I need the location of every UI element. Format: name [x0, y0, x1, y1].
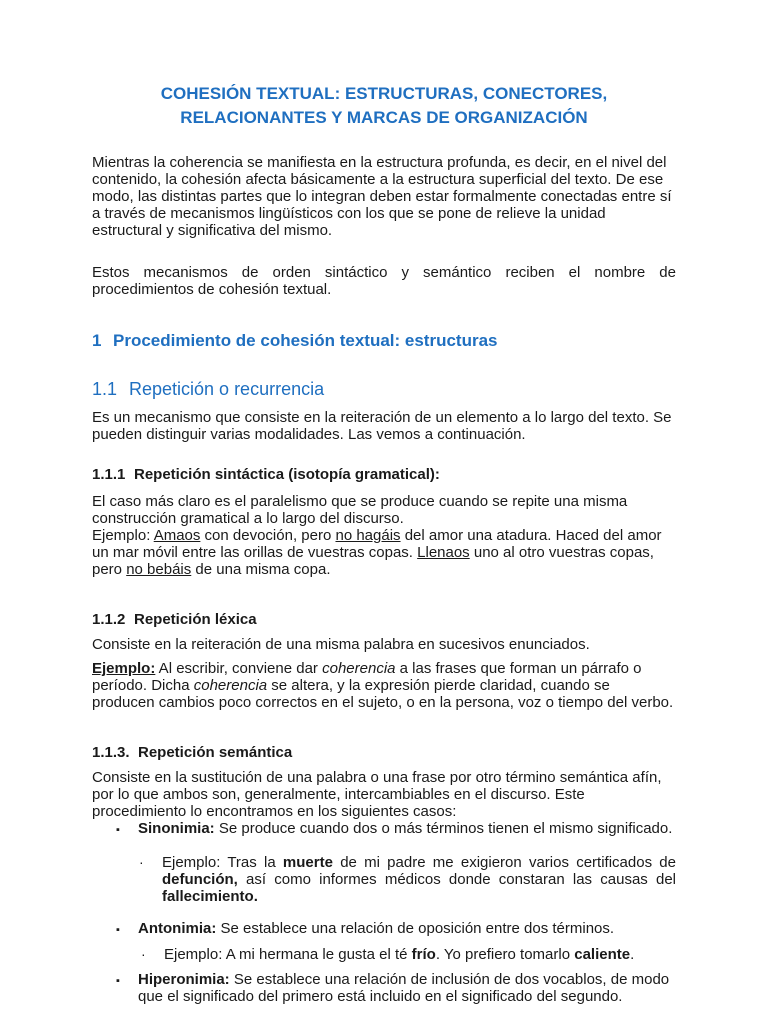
bullet-text: Se establece una relación de oposición entre dos términos. [216, 920, 615, 937]
dot-bullet-icon: · [139, 854, 144, 870]
example-text: Ejemplo: Tras la [162, 854, 283, 871]
section-1-1-1-body: El caso más claro es el paralelismo que se produce cuando se repite una misma construcción gramatical a lo largo del discurso. [92, 493, 628, 527]
section-1-1-3-heading [92, 744, 292, 761]
antonimia-example [164, 946, 676, 963]
intro-paragraph-2: Estos mecanismos de orden sintáctico y semántico reciben el nombre de procedimientos de cohesión textual. [92, 264, 676, 298]
example-underlined-word: Amaos [153, 527, 201, 544]
section-1-1-1-heading [92, 466, 440, 483]
example-label: Ejemplo: [92, 660, 156, 677]
bullet-term: Hiperonimia: [138, 971, 230, 988]
bullet-text: Se establece una relación de inclusión de dos vocablos, de modo que el significado del primero está incluido en el significado del segundo. [138, 971, 670, 1005]
section-1-1-2-example [92, 660, 676, 711]
bullet-antonimia [138, 920, 676, 937]
example-label: Ejemplo: [92, 527, 154, 544]
example-text: de una misma copa. [191, 561, 331, 578]
example-text: . Yo prefiero tomarlo [435, 946, 575, 963]
example-bold-word: muerte [282, 854, 333, 871]
example-bold-word: defunción, [162, 871, 238, 888]
example-bold-word: frío [411, 946, 436, 963]
example-bold-word: caliente [574, 946, 631, 963]
document-title-line-1: COHESIÓN TEXTUAL: ESTRUCTURAS, CONECTORES, [160, 84, 608, 103]
section-1-1-heading [92, 379, 324, 399]
section-1-1-title: Repetición o recurrencia [129, 379, 325, 399]
example-bold-word: fallecimiento. [162, 888, 258, 905]
section-1-1-1-title: Repetición sintáctica (isotopía gramatical): [134, 466, 440, 483]
section-1-1-3-body: Consiste en la sustitución de una palabra o una frase por otro término semántica afín, por lo que ambos son, generalmente, intercambiables en el discurso. Este procedimiento lo encontramos en los siguientes casos: [92, 769, 662, 820]
example-italic-word: coherencia [322, 660, 396, 677]
section-1-number: 1 [92, 331, 102, 350]
section-1-title: Procedimiento de cohesión textual: estructuras [113, 331, 498, 350]
document-title-line-2: RELACIONANTES Y MARCAS DE ORGANIZACIÓN [180, 108, 588, 127]
example-text: del amor una atadura. Haced del amor un mar móvil entre las orillas de vuestras copas. [92, 527, 662, 561]
section-1-1-3-number: 1.1.3. [92, 744, 130, 761]
section-1-1-2-number: 1.1.2 [92, 611, 126, 628]
bullet-text: Se produce cuando dos o más términos tienen el mismo significado. [214, 820, 673, 837]
example-text: . [630, 946, 635, 963]
example-text: uno al otro vuestras copas, pero [92, 544, 654, 578]
example-underlined-word: Llenaos [417, 544, 470, 561]
intro-paragraph-1: Mientras la coherencia se manifiesta en la estructura profunda, es decir, en el nivel del contenido, la cohesión afecta básicamente a la estructura superficial del texto. De ese modo, las distintas partes que lo integran deben estar formalmente conectadas entre sí a través de mecanismos lingüísticos con los que se pone de relieve la unidad estructural y significativa del mismo. [92, 154, 672, 239]
bullet-term: Antonimia: [138, 920, 217, 937]
section-1-heading [92, 331, 497, 351]
section-1-1-number: 1.1 [92, 379, 118, 399]
example-italic-word: coherencia [193, 677, 268, 694]
section-1-1-2-title: Repetición léxica [134, 611, 257, 628]
example-text: a las frases que forman un párrafo o período. Dicha [92, 660, 642, 694]
example-text: Ejemplo: A mi hermana le gusta el té [164, 946, 412, 963]
section-1-1-body: Es un mecanismo que consiste en la reiteración de un elemento a lo largo del texto. Se pueden distinguir varias modalidades. Las vemos a continuación. [92, 409, 672, 443]
example-underlined-word: no hagáis [335, 527, 401, 544]
sinonimia-example [162, 854, 676, 905]
section-1-1-2-body: Consiste en la reiteración de una misma palabra en sucesivos enunciados. [92, 636, 590, 653]
square-bullet-icon: ▪ [116, 975, 120, 987]
example-text: así como informes médicos donde constaran las causas del [237, 871, 676, 888]
section-1-1-2-heading [92, 611, 257, 628]
example-text: de mi padre me exigieron varios certificados de [332, 854, 676, 871]
section-1-1-1-example [92, 527, 676, 578]
square-bullet-icon: ▪ [116, 924, 120, 936]
example-text: con devoción, pero [200, 527, 336, 544]
bullet-term: Sinonimia: [138, 820, 215, 837]
square-bullet-icon: ▪ [116, 824, 120, 836]
example-underlined-word: no bebáis [126, 561, 192, 578]
example-text: se altera, y la expresión pierde claridad, cuando se producen cambios poco correctos en el sujeto, o en la persona, voz o tiempo del verbo. [92, 677, 674, 711]
dot-bullet-icon: · [141, 946, 146, 962]
section-1-1-1-number: 1.1.1 [92, 466, 126, 483]
bullet-hiperonimia [138, 971, 676, 1005]
section-1-1-3-title: Repetición semántica [138, 744, 293, 761]
example-text: Al escribir, conviene dar [155, 660, 323, 677]
bullet-sinonimia [138, 820, 676, 837]
